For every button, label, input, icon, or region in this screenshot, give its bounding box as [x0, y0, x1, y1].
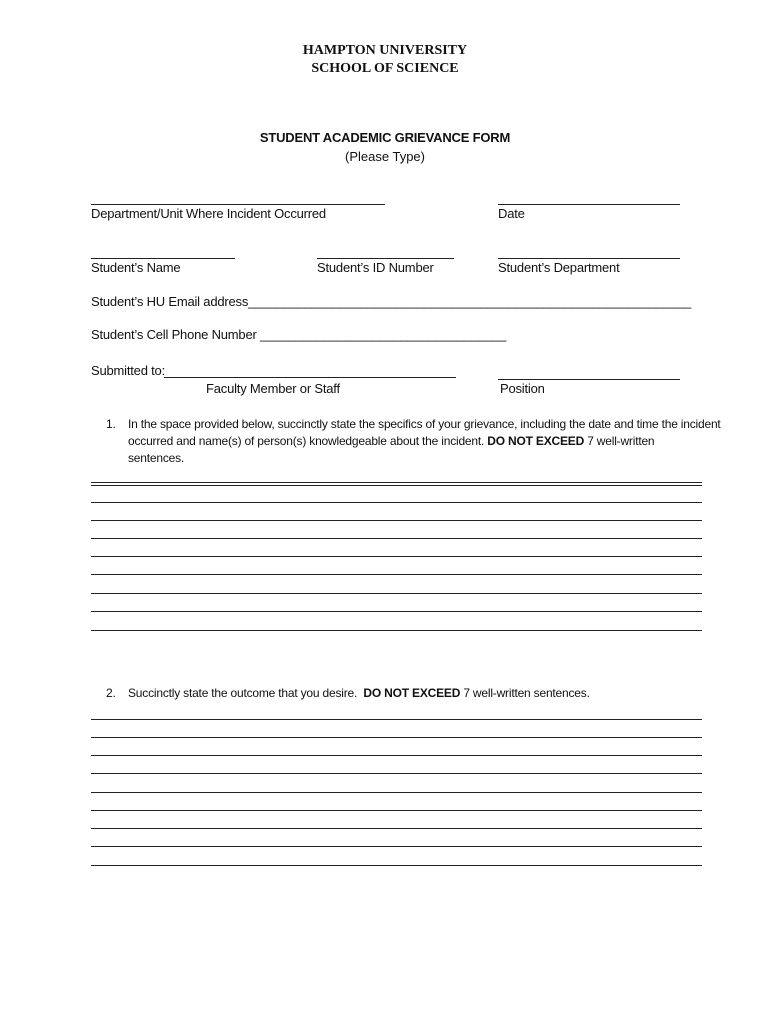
department-unit-underline [91, 204, 385, 205]
faculty-member-underline [164, 377, 456, 378]
question1-emphasis: DO NOT EXCEED [487, 434, 585, 448]
question2-number: 2. [106, 686, 116, 700]
email-label: Student’s HU Email address [91, 294, 249, 309]
date-label: Date [498, 206, 525, 221]
question2-text-main: Succinctly state the outcome that you desire. [128, 686, 358, 700]
faculty-member-label: Faculty Member or Staff [206, 381, 340, 396]
q2-answer-line [91, 810, 702, 811]
phone-label: Student’s Cell Phone Number [91, 327, 257, 342]
q2-answer-line [91, 865, 702, 866]
q1-answer-line [91, 556, 702, 557]
department-unit-label: Department/Unit Where Incident Occurred [91, 206, 326, 221]
phone-blank[interactable]: ___________________________________ [260, 327, 507, 342]
q1-answer-line [91, 485, 702, 486]
phone-row [91, 327, 506, 342]
question1-line1: In the space provided below, succinctly state the specifics of your grievance, including the date and time the incident [128, 417, 721, 431]
question2-text [128, 685, 590, 702]
q1-answer-line [91, 502, 702, 503]
question2-text-tail: 7 well-written sentences. [463, 686, 590, 700]
position-label: Position [500, 381, 545, 396]
q1-answer-line [91, 593, 702, 594]
position-underline [498, 379, 680, 380]
q1-answer-line [91, 574, 702, 575]
q2-answer-line [91, 828, 702, 829]
email-blank[interactable]: _______________________________________________________________ [248, 294, 692, 309]
q2-answer-line [91, 792, 702, 793]
date-underline [498, 204, 680, 205]
question1-text [128, 416, 721, 467]
q2-answer-line [91, 846, 702, 847]
question2-emphasis: DO NOT EXCEED [363, 686, 461, 700]
q1-answer-line [91, 520, 702, 521]
question1-line3: sentences. [128, 451, 185, 465]
question1-line2 [128, 433, 698, 450]
email-row [91, 294, 691, 309]
question1-number: 1. [106, 417, 116, 431]
form-title: STUDENT ACADEMIC GRIEVANCE FORM [259, 130, 511, 145]
q1-answer-line [91, 482, 702, 483]
question1-line2-tail: 7 well-written [587, 434, 655, 448]
q1-answer-line [91, 611, 702, 612]
question1-line2-text: occurred and name(s) of person(s) knowledgeable about the incident. [128, 434, 485, 448]
student-id-label: Student’s ID Number [317, 260, 434, 275]
form-subtitle: (Please Type) [345, 149, 425, 164]
q2-answer-line [91, 719, 702, 720]
position-field[interactable] [498, 361, 684, 379]
school-name: SCHOOL OF SCIENCE [311, 61, 459, 76]
university-name: HAMPTON UNIVERSITY [302, 43, 468, 58]
student-name-label: Student’s Name [91, 260, 181, 275]
q2-answer-line [91, 755, 702, 756]
student-id-underline [317, 258, 454, 259]
q2-answer-line [91, 773, 702, 774]
q1-answer-line [91, 538, 702, 539]
q1-answer-line [91, 630, 702, 631]
q2-answer-line [91, 737, 702, 738]
submitted-to-label: Submitted to: [91, 363, 165, 378]
student-name-underline [91, 258, 235, 259]
student-department-underline [498, 258, 680, 259]
student-department-label: Student’s Department [498, 260, 620, 275]
